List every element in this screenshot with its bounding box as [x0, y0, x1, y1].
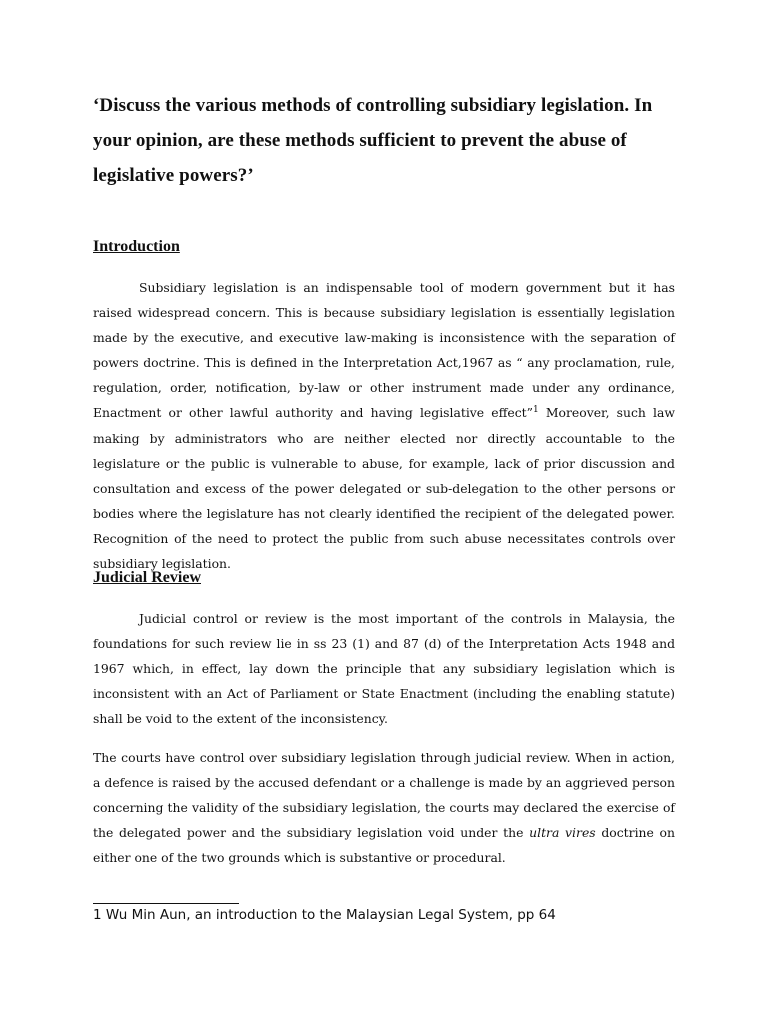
introduction-paragraph [93, 275, 675, 576]
footnote-text: 1 Wu Min Aun, an introduction to the Malaysian Legal System, pp 64 [93, 907, 556, 923]
intro-text-part-1: Subsidiary legislation is an indispensable tool of modern government but it has raised widespread concern. This is because subsidiary legislation is essentially legislation made by the executive, and executive law-making is inconsistence with the separation of powers doctrine. This is defined in the Interpretation Act,1967 as “ any proclamation, rule, regulation, order, notification, by-law or other instrument made under any ordinance, Enactment or other lawful authority and having legislative effect” [93, 280, 675, 421]
jr-text-part-2: doctrine on either one of the two grounds which is substantive or procedural. [93, 825, 675, 866]
essay-title: ‘Discuss the various methods of controlling subsidiary legislation. In your opinion, are these methods sufficient to prevent the abuse of legislative powers?’ [93, 95, 653, 186]
footnote-marker: 1 [532, 405, 539, 416]
heading-introduction: Introduction [93, 238, 180, 255]
intro-text-part-2: Moreover, such law making by administrators who are neither elected nor directly accountable to the legislature or the public is vulnerable to abuse, for example, lack of prior discussion and consultation and excess of the power delegated or sub-delegation to the other persons or bodies where the legislature has not clearly identified the recipient of the delegated power. Recognition of the need to protect the public from such abuse necessitates controls over subsidiary legislation. [93, 405, 675, 572]
ultra-vires-term: ultra vires [529, 825, 596, 841]
footnote-separator [93, 903, 239, 904]
judicial-review-paragraph-2 [93, 745, 675, 870]
heading-judicial-review: Judicial Review [93, 569, 201, 586]
jr-text-part-1: The courts have control over subsidiary legislation through judicial review. When in action, a defence is raised by the accused defendant or a challenge is made by an aggrieved person concerning the validity of the subsidiary legislation, the courts may declared the exercise of the delegated power and the subsidiary legislation void under the [93, 750, 675, 841]
judicial-review-paragraph-1: Judicial control or review is the most important of the controls in Malaysia, the foundations for such review lie in ss 23 (1) and 87 (d) of the Interpretation Acts 1948 and 1967 which, in effect, lay down the principle that any subsidiary legislation which is inconsistent with an Act of Parliament or State Enactment (including the enabling statute) shall be void to the extent of the inconsistency. [93, 611, 675, 727]
